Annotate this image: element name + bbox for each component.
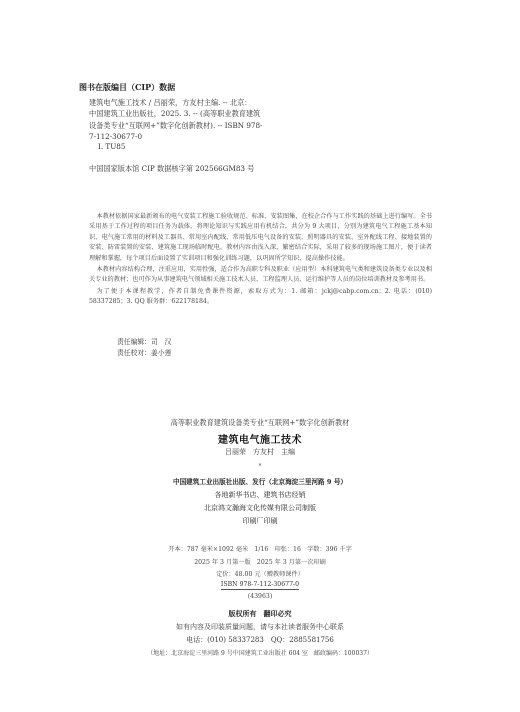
responsible-editor-name: 司 汉	[150, 338, 172, 346]
publisher-line: 中国建筑工业出版社出版、发行（北京海淀三里河路 9 号）	[172, 478, 348, 486]
responsible-editor-label: 责任编辑：	[117, 338, 151, 346]
book-authors: 吕丽荣 方友村 主编	[225, 448, 295, 456]
series-name: 高等职业教育建筑设备类专业“互联网+”数字化创新教材	[170, 418, 350, 427]
proofreader-label: 责任校对：	[117, 349, 151, 357]
book-abstract	[89, 212, 432, 309]
contact-address: （地址：北京海淀三里河路 9 号中国建筑工业出版社 604 室 邮政编码：100037）	[147, 650, 373, 657]
cip-number: 中国国家版本馆 CIP 数据核字第 202566GM83 号	[89, 164, 255, 173]
cip-heading: 图书在版编目（CIP）数据	[79, 82, 176, 92]
cip-line: 中国建筑工业出版社，2025. 3. -- (高等职业教育建筑	[89, 109, 261, 119]
cip-classification: Ⅰ. TU85	[98, 142, 126, 151]
abstract-paragraph: 本教材依据国家最新颁布的电气安装工程施工验收规范、标准、安装图集，在校企合作与工作实践的基础上进行编写。全书采用基于工作过程的项目任务为载体，将理论知识与实践应用有机结合，共分为 9 大项目，分别为建筑电气工程施工基本知识、电气施工常用的材料及工器具、常用室内配线、常用低压电气设备的安装、照明器具的安装、室外配线工程、接地装置的安装、防雷装置的安装、建筑施工现场临时配电。教材内容由浅入深，繁密结合实际，采用了较多的现场施工图片，便于读者理解和掌握，每个项目后面设置了实训项目和强化训练习题，以巩固所学知识，提高操作技能。	[89, 213, 432, 262]
copyright-notice: 版权所有 翻印必究	[228, 609, 292, 618]
isbn-wrapper	[0, 581, 520, 588]
cip-line: 设备类专业“互联网+”数字化创新教材). -- ISBN 978-	[89, 120, 263, 130]
quality-notice: 如有内容及印装质量问题，请与本社读者服务中心联系	[176, 623, 344, 631]
printing-line: 印刷厂印刷	[242, 517, 278, 525]
proofreader-name: 姜小莲	[150, 349, 172, 357]
cip-record	[89, 97, 449, 142]
contact-phone: 电话：(010) 58337283 QQ：2885581756	[186, 636, 334, 644]
format-spec: 开本：787 毫米×1092 毫米 1/16 印张：16 字数：396 千字	[168, 546, 352, 553]
cip-line: 建筑电气施工技术 / 吕丽荣，方友村主编. -- 北京：	[89, 98, 252, 107]
separator-star: *	[258, 463, 262, 470]
price-info: 定价：48.00 元（赠教师课件）	[216, 571, 304, 578]
plate-making-line: 北京鸿文瀚海文化传媒有限公司制版	[204, 504, 316, 512]
book-title: 建筑电气施工技术	[218, 435, 302, 446]
abstract-paragraph: 本教材内容结构合理，注重应用，实用性强，适合作为高职专科及职业（应用型）本科建筑电气类和建筑设备类专业以及相关专业的教材；也可作为从事建筑电气领域相关施工技术人员、工程监理人员、运行维护等人员的岗位培训教材及参考用书。	[89, 266, 432, 284]
responsible-editor-row	[117, 337, 171, 348]
proofreader-row	[117, 348, 171, 359]
isbn-number: ISBN 978-7-112-30677-0	[220, 581, 300, 588]
edition-info: 2025 年 3 月第一版 2025 年 3 月第一次印刷	[194, 559, 326, 566]
editor-credits	[117, 337, 171, 359]
catalog-code: (43963)	[247, 593, 273, 600]
distribution-line: 各地新华书店、建筑书店经销	[214, 491, 306, 499]
cip-line: 7-112-30677-0	[89, 131, 143, 141]
abstract-paragraph: 为了便于本课程教学，作者自制免费课件资源，索取方式为：1. 邮箱：jckj@cabp.com.cn；2. 电话：(010) 58337285；3. QQ 服务群：622178184。	[89, 287, 432, 306]
